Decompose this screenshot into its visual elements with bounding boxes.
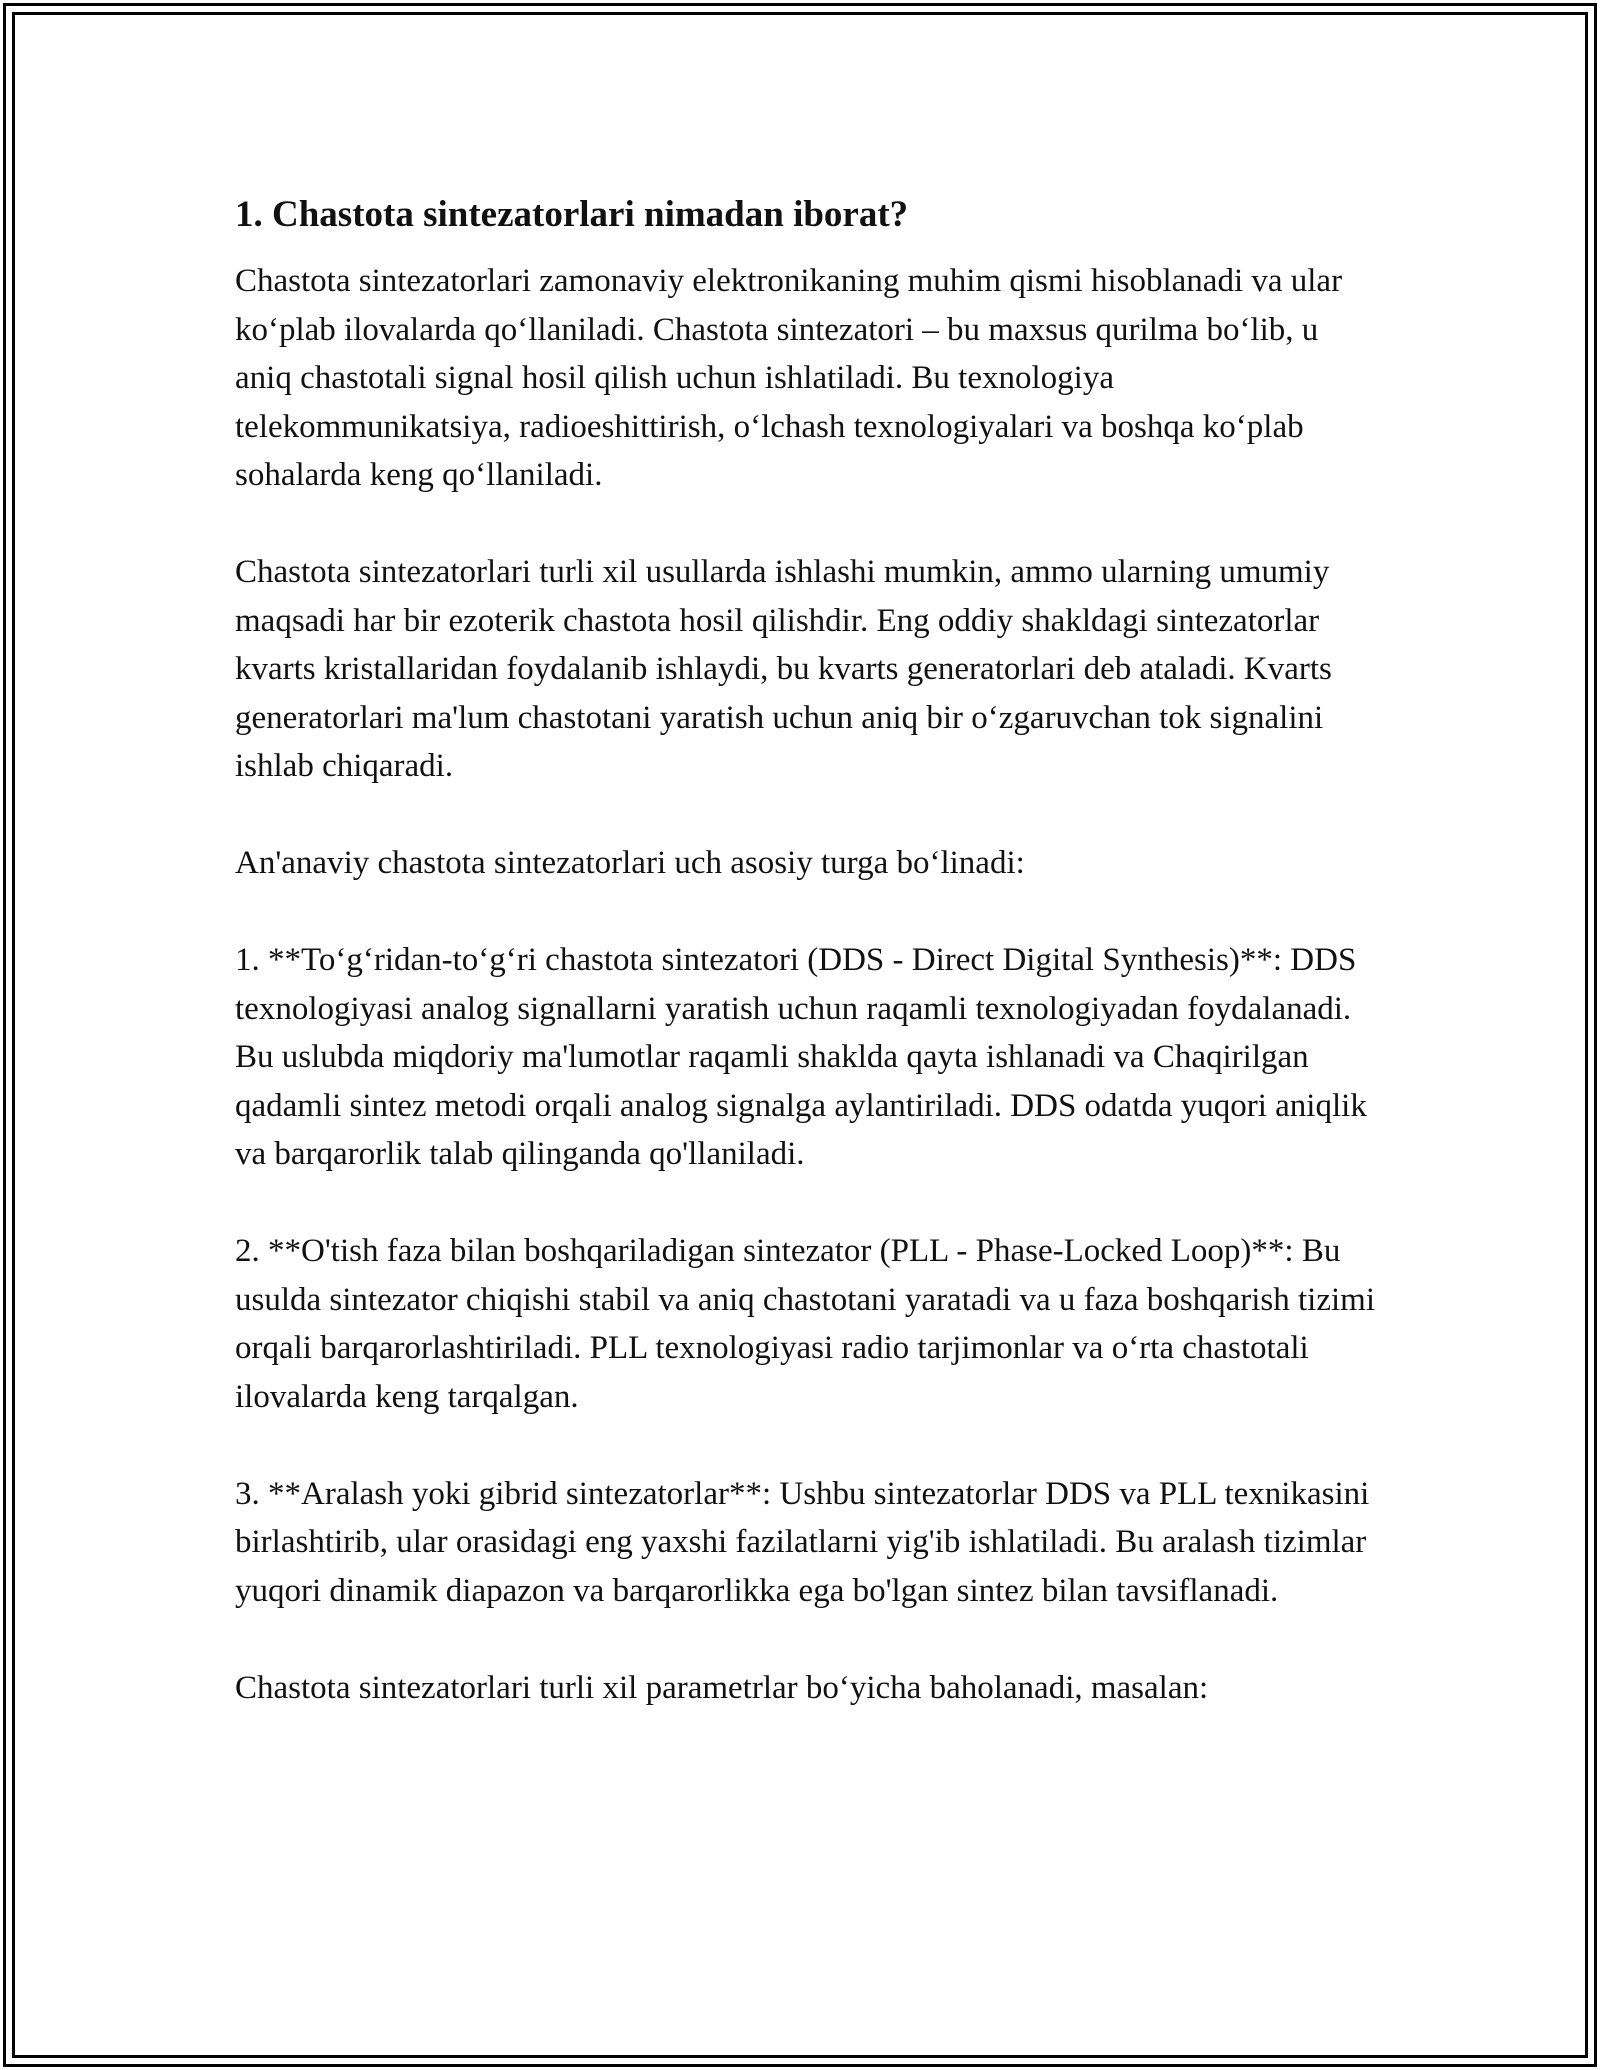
paragraph-types-intro: An'anaviy chastota sintezatorlari uch asosiy turga bo‘linadi: (235, 845, 1025, 881)
document-body (235, 187, 1375, 1761)
list-item-hybrid: 3. **Aralash yoki gibrid sintezatorlar**: Ushbu sintezatorlar DDS va PLL texnikasini birlashtirib, ular orasidagi eng yaxshi fazilatlarni yig'ib ishlatiladi. Bu aralash tizimlar yuqori dinamik diapazon va barqarorlikka ega bo'lgan sintez bilan tavsiflanadi. (235, 1475, 1370, 1609)
list-item-pll: 2. **O'tish faza bilan boshqariladigan sintezator (PLL - Phase-Locked Loop)**: Bu usulda sintezator chiqishi stabil va aniq chastotani yaratadi va u faza boshqarish tizimi orqali barqarorlashtiriladi. PLL texnologiyasi radio tarjimonlar va o‘rta chastotali ilovalarda keng tarqalgan. (235, 1233, 1375, 1415)
list-item-dds: 1. **To‘g‘ridan-to‘g‘ri chastota sintezatori (DDS - Direct Digital Synthesis)**: DDS texnologiyasi analog signallarni yaratish uchun raqamli texnologiyadan foydalanadi. Bu uslubda miqdoriy ma'lumotlar raqamli shaklda qayta ishlanadi va Chaqirilgan qadamli sintez metodi orqali analog signalga aylantiriladi. DDS odatda yuqori aniqlik va barqarorlik talab qilinganda qo'llaniladi. (235, 942, 1367, 1172)
paragraph-methods: Chastota sintezatorlari turli xil usullarda ishlashi mumkin, ammo ularning umumiy maqsadi har bir ezoterik chastota hosil qilishdir. Eng oddiy shakldagi sintezatorlar kvarts kristallaridan foydalanib ishlaydi, bu kvarts generatorlari deb ataladi. Kvarts generatorlari ma'lum chastotani yaratish uchun aniq bir o‘zgaruvchan tok signalini ishlab chiqaradi. (235, 554, 1332, 784)
paragraph-parameters: Chastota sintezatorlari turli xil parametrlar bo‘yicha baholanadi, masalan: (235, 1669, 1209, 1706)
document-title: 1. Chastota sintezatorlari nimadan iborat? (235, 194, 909, 235)
paragraph-intro: Chastota sintezatorlari zamonaviy elektronikaning muhim qismi hisoblanadi va ular ko‘plab ilovalarda qo‘llaniladi. Chastota sintezatori – bu maxsus qurilma bo‘lib, u aniq chastotali signal hosil qilish uchun ishlatiladi. Bu texnologiya telekommunikatsiya, radioeshittirish, o‘lchash texnologiyalari va boshqa ko‘plab sohalarda keng qo‘llaniladi. (235, 263, 1343, 493)
